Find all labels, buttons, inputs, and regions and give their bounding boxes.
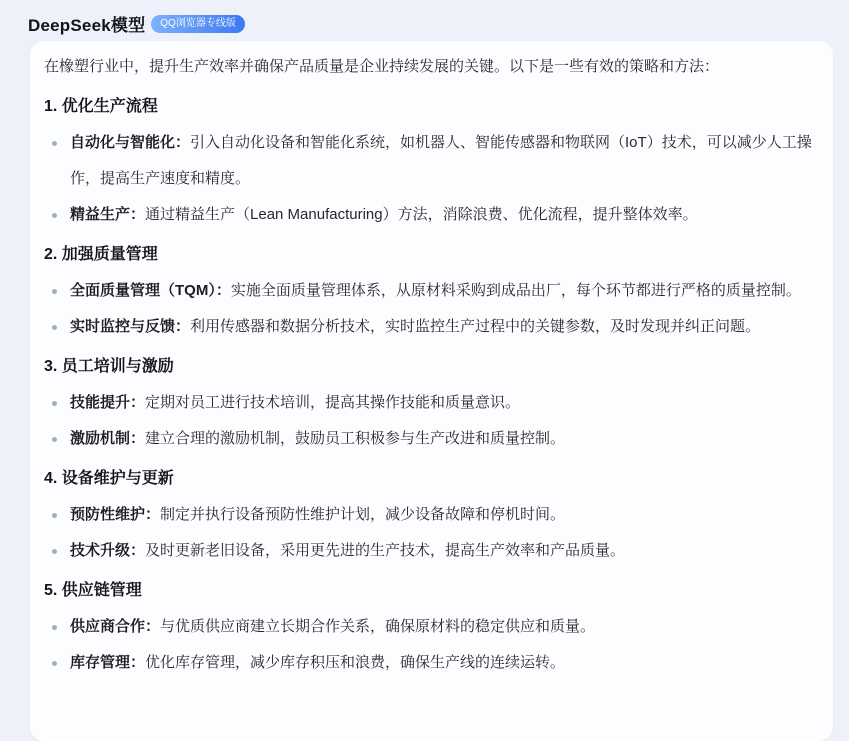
bullet-list — [44, 385, 819, 457]
item-term: 库存管理： — [70, 654, 146, 671]
item-term: 技能提升： — [70, 394, 146, 411]
item-term: 全面质量管理（TQM）： — [70, 282, 231, 299]
list-item — [44, 533, 819, 569]
model-title: DeepSeek模型 — [28, 16, 146, 35]
bullet-icon — [52, 213, 57, 218]
list-item — [44, 421, 819, 457]
assistant-message-card — [30, 41, 833, 741]
list-item — [44, 309, 819, 345]
bullet-icon — [52, 289, 57, 294]
item-term: 精益生产： — [70, 206, 146, 223]
bullet-icon — [52, 141, 57, 146]
item-term: 自动化与智能化： — [70, 134, 191, 151]
bullet-icon — [52, 625, 57, 630]
item-desc: 实施全面质量管理体系，从原材料采购到成品出厂，每个环节都进行严格的质量控制。 — [230, 282, 801, 299]
item-desc: 优化库存管理，减少库存积压和浪费，确保生产线的连续运转。 — [145, 654, 566, 671]
bullet-icon — [52, 401, 57, 406]
bullet-list — [44, 497, 819, 569]
list-item — [44, 497, 819, 533]
item-desc: 定期对员工进行技术培训，提高其操作技能和质量意识。 — [145, 394, 521, 411]
section-heading: 5. 供应链管理 — [44, 582, 142, 599]
item-desc: 引入自动化设备和智能化系统，如机器人、智能传感器和物联网（IoT）技术，可以减少人工操作，提高生产速度和精度。 — [70, 134, 812, 187]
section-4 — [44, 461, 819, 569]
section-2 — [44, 237, 819, 345]
item-term: 供应商合作： — [70, 618, 161, 635]
section-heading: 2. 加强质量管理 — [44, 246, 158, 263]
item-term: 激励机制： — [70, 430, 146, 447]
intro-paragraph: 在橡塑行业中，提升生产效率并确保产品质量是企业持续发展的关键。以下是一些有效的策略和方法： — [44, 58, 720, 75]
bullet-icon — [52, 437, 57, 442]
item-desc: 建立合理的激励机制，鼓励员工积极参与生产改进和质量控制。 — [145, 430, 566, 447]
list-item — [44, 125, 819, 197]
section-1 — [44, 89, 819, 233]
list-item — [44, 645, 819, 681]
item-desc: 通过精益生产（Lean Manufacturing）方法，消除浪费、优化流程，提升整体效率。 — [145, 206, 698, 223]
section-3 — [44, 349, 819, 457]
item-term: 实时监控与反馈： — [70, 318, 191, 335]
chat-header — [0, 0, 849, 34]
item-desc: 及时更新老旧设备，采用更先进的生产技术，提高生产效率和产品质量。 — [145, 542, 626, 559]
item-desc: 与优质供应商建立长期合作关系，确保原材料的稳定供应和质量。 — [160, 618, 596, 635]
list-item — [44, 609, 819, 645]
bullet-list — [44, 125, 819, 233]
bullet-icon — [52, 513, 57, 518]
section-5 — [44, 573, 819, 681]
list-item — [44, 385, 819, 421]
bullet-icon — [52, 661, 57, 666]
bullet-list — [44, 273, 819, 345]
list-item — [44, 197, 819, 233]
item-term: 预防性维护： — [70, 506, 161, 523]
section-heading: 1. 优化生产流程 — [44, 98, 158, 115]
item-desc: 利用传感器和数据分析技术，实时监控生产过程中的关键参数，及时发现并纠正问题。 — [190, 318, 761, 335]
item-term: 技术升级： — [70, 542, 146, 559]
section-heading: 4. 设备维护与更新 — [44, 470, 174, 487]
bullet-icon — [52, 325, 57, 330]
list-item — [44, 273, 819, 309]
section-heading: 3. 员工培训与激励 — [44, 358, 174, 375]
bullet-icon — [52, 549, 57, 554]
item-desc: 制定并执行设备预防性维护计划，减少设备故障和停机时间。 — [160, 506, 566, 523]
bullet-list — [44, 609, 819, 681]
browser-edition-badge: QQ浏览器专线版 — [151, 15, 245, 33]
